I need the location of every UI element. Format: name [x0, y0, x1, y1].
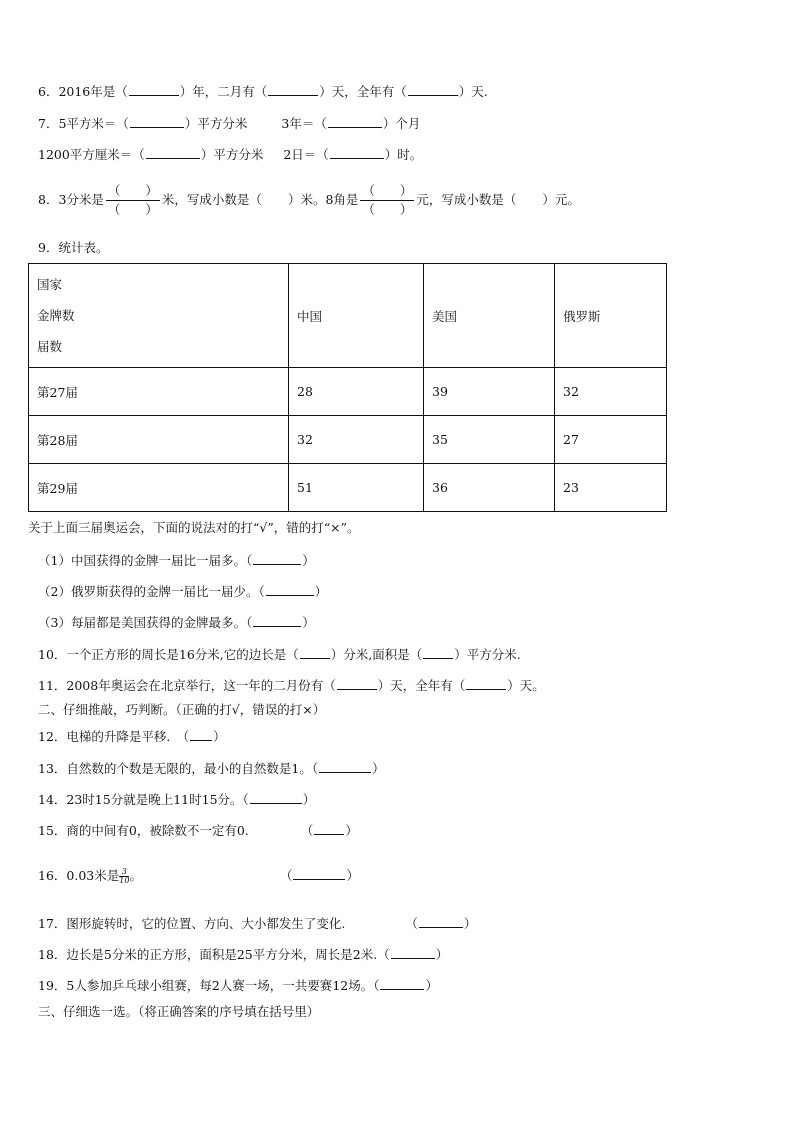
table-row: 第27届 28 39 32 — [29, 368, 667, 416]
question-11: 11．2008年奥运会在北京举行，这一年的二月份有（ ）天，全年有（ ）天。 — [38, 678, 545, 693]
answer-blank[interactable] — [300, 646, 330, 659]
answer-blank[interactable] — [380, 977, 424, 990]
answer-blank[interactable] — [266, 583, 314, 596]
fraction: $\frac{3}{10}$ — [119, 867, 130, 885]
question-7-line-2: 1200平方厘米＝（ ）平方分米 2日＝（ ）时。 — [38, 147, 423, 162]
column-header-russia: 俄罗斯 — [555, 264, 667, 368]
section-2-heading: 二、仔细推敲，巧判断。（正确的打√，错误的打×） — [38, 702, 326, 717]
answer-blank[interactable] — [130, 115, 184, 128]
answer-blank[interactable] — [391, 946, 435, 959]
answer-blank[interactable] — [319, 760, 371, 773]
answer-blank[interactable] — [419, 915, 463, 928]
answer-blank[interactable] — [250, 791, 302, 804]
question-9-title: 9．统计表。 — [38, 240, 109, 255]
column-header-usa: 美国 — [424, 264, 555, 368]
section-3-heading: 三、仔细选一选。（将正确答案的序号填在括号里） — [38, 1004, 320, 1019]
table-row: 第29届 51 36 23 — [29, 464, 667, 512]
question-19: 19．5人参加乒乓球小组赛，每2人赛一场，一共要赛12场。（ ） — [38, 978, 438, 993]
question-10: 10．一个正方形的周长是16分米,它的边长是（ ）分米,面积是（ ）平方分米. — [38, 647, 521, 662]
answer-blank[interactable] — [337, 677, 377, 690]
question-7-line-1: 7．5平方米＝（ ）平方分米 3年＝（ ）个月 — [38, 116, 421, 131]
question-16: 16．0.03米是 $\frac{3}{10}$ 。 （ ） — [38, 867, 359, 885]
answer-blank[interactable] — [253, 614, 301, 627]
answer-blank[interactable] — [146, 146, 200, 159]
question-9-instruction: 关于上面三届奥运会，下面的说法对的打“√”，错的打“×”。 — [28, 520, 360, 535]
question-9-statement-2: （2）俄罗斯获得的金牌一届比一届少。（ ） — [38, 584, 328, 599]
question-12: 12．电梯的升降是平移. （ ） — [38, 729, 226, 744]
fraction-blank[interactable]: $\frac{( )}{( )}$ — [362, 183, 413, 217]
answer-blank[interactable] — [314, 822, 344, 835]
answer-blank[interactable] — [293, 867, 345, 880]
answer-blank[interactable] — [253, 552, 301, 565]
question-9-statement-1: （1）中国获得的金牌一届比一届多。（ ） — [38, 553, 315, 568]
answer-blank[interactable] — [466, 677, 506, 690]
question-9-statement-3: （3）每届都是美国获得的金牌最多。（ ） — [38, 615, 315, 630]
answer-blank[interactable] — [268, 83, 318, 96]
fraction-blank[interactable]: $\frac{( )}{( )}$ — [107, 183, 158, 217]
question-14: 14．23时15分就是晚上11时15分。（ ） — [38, 792, 316, 807]
table-header-corner: 国家 金牌数 届数 — [29, 264, 289, 368]
column-header-china: 中国 — [289, 264, 424, 368]
medal-table — [28, 263, 667, 512]
question-17: 17．图形旋转时，它的位置、方向、大小都发生了变化. （ ） — [38, 916, 477, 931]
question-6: 6．2016年是（ ）年，二月有（ ）天，全年有（ ）天. — [38, 84, 488, 99]
question-15: 15．商的中间有0，被除数不一定有0. （ ） — [38, 823, 358, 838]
answer-blank[interactable] — [408, 83, 458, 96]
question-13: 13．自然数的个数是无限的，最小的自然数是1。（ ） — [38, 761, 385, 776]
answer-blank[interactable] — [330, 146, 384, 159]
answer-blank[interactable] — [129, 83, 179, 96]
answer-blank[interactable] — [328, 115, 382, 128]
answer-blank[interactable] — [423, 646, 453, 659]
answer-blank[interactable] — [190, 728, 212, 741]
question-18: 18．边长是5分米的正方形，面积是25平方分米，周长是2米.（ ） — [38, 947, 449, 962]
table-row: 第28届 32 35 27 — [29, 416, 667, 464]
question-8: 8．3分米是 $\frac{( )}{( )}$ 米，写成小数是（ ）米。8角是 $\frac{( )}{( )}$ 元，写成小数是（ ）元。 — [38, 183, 580, 217]
